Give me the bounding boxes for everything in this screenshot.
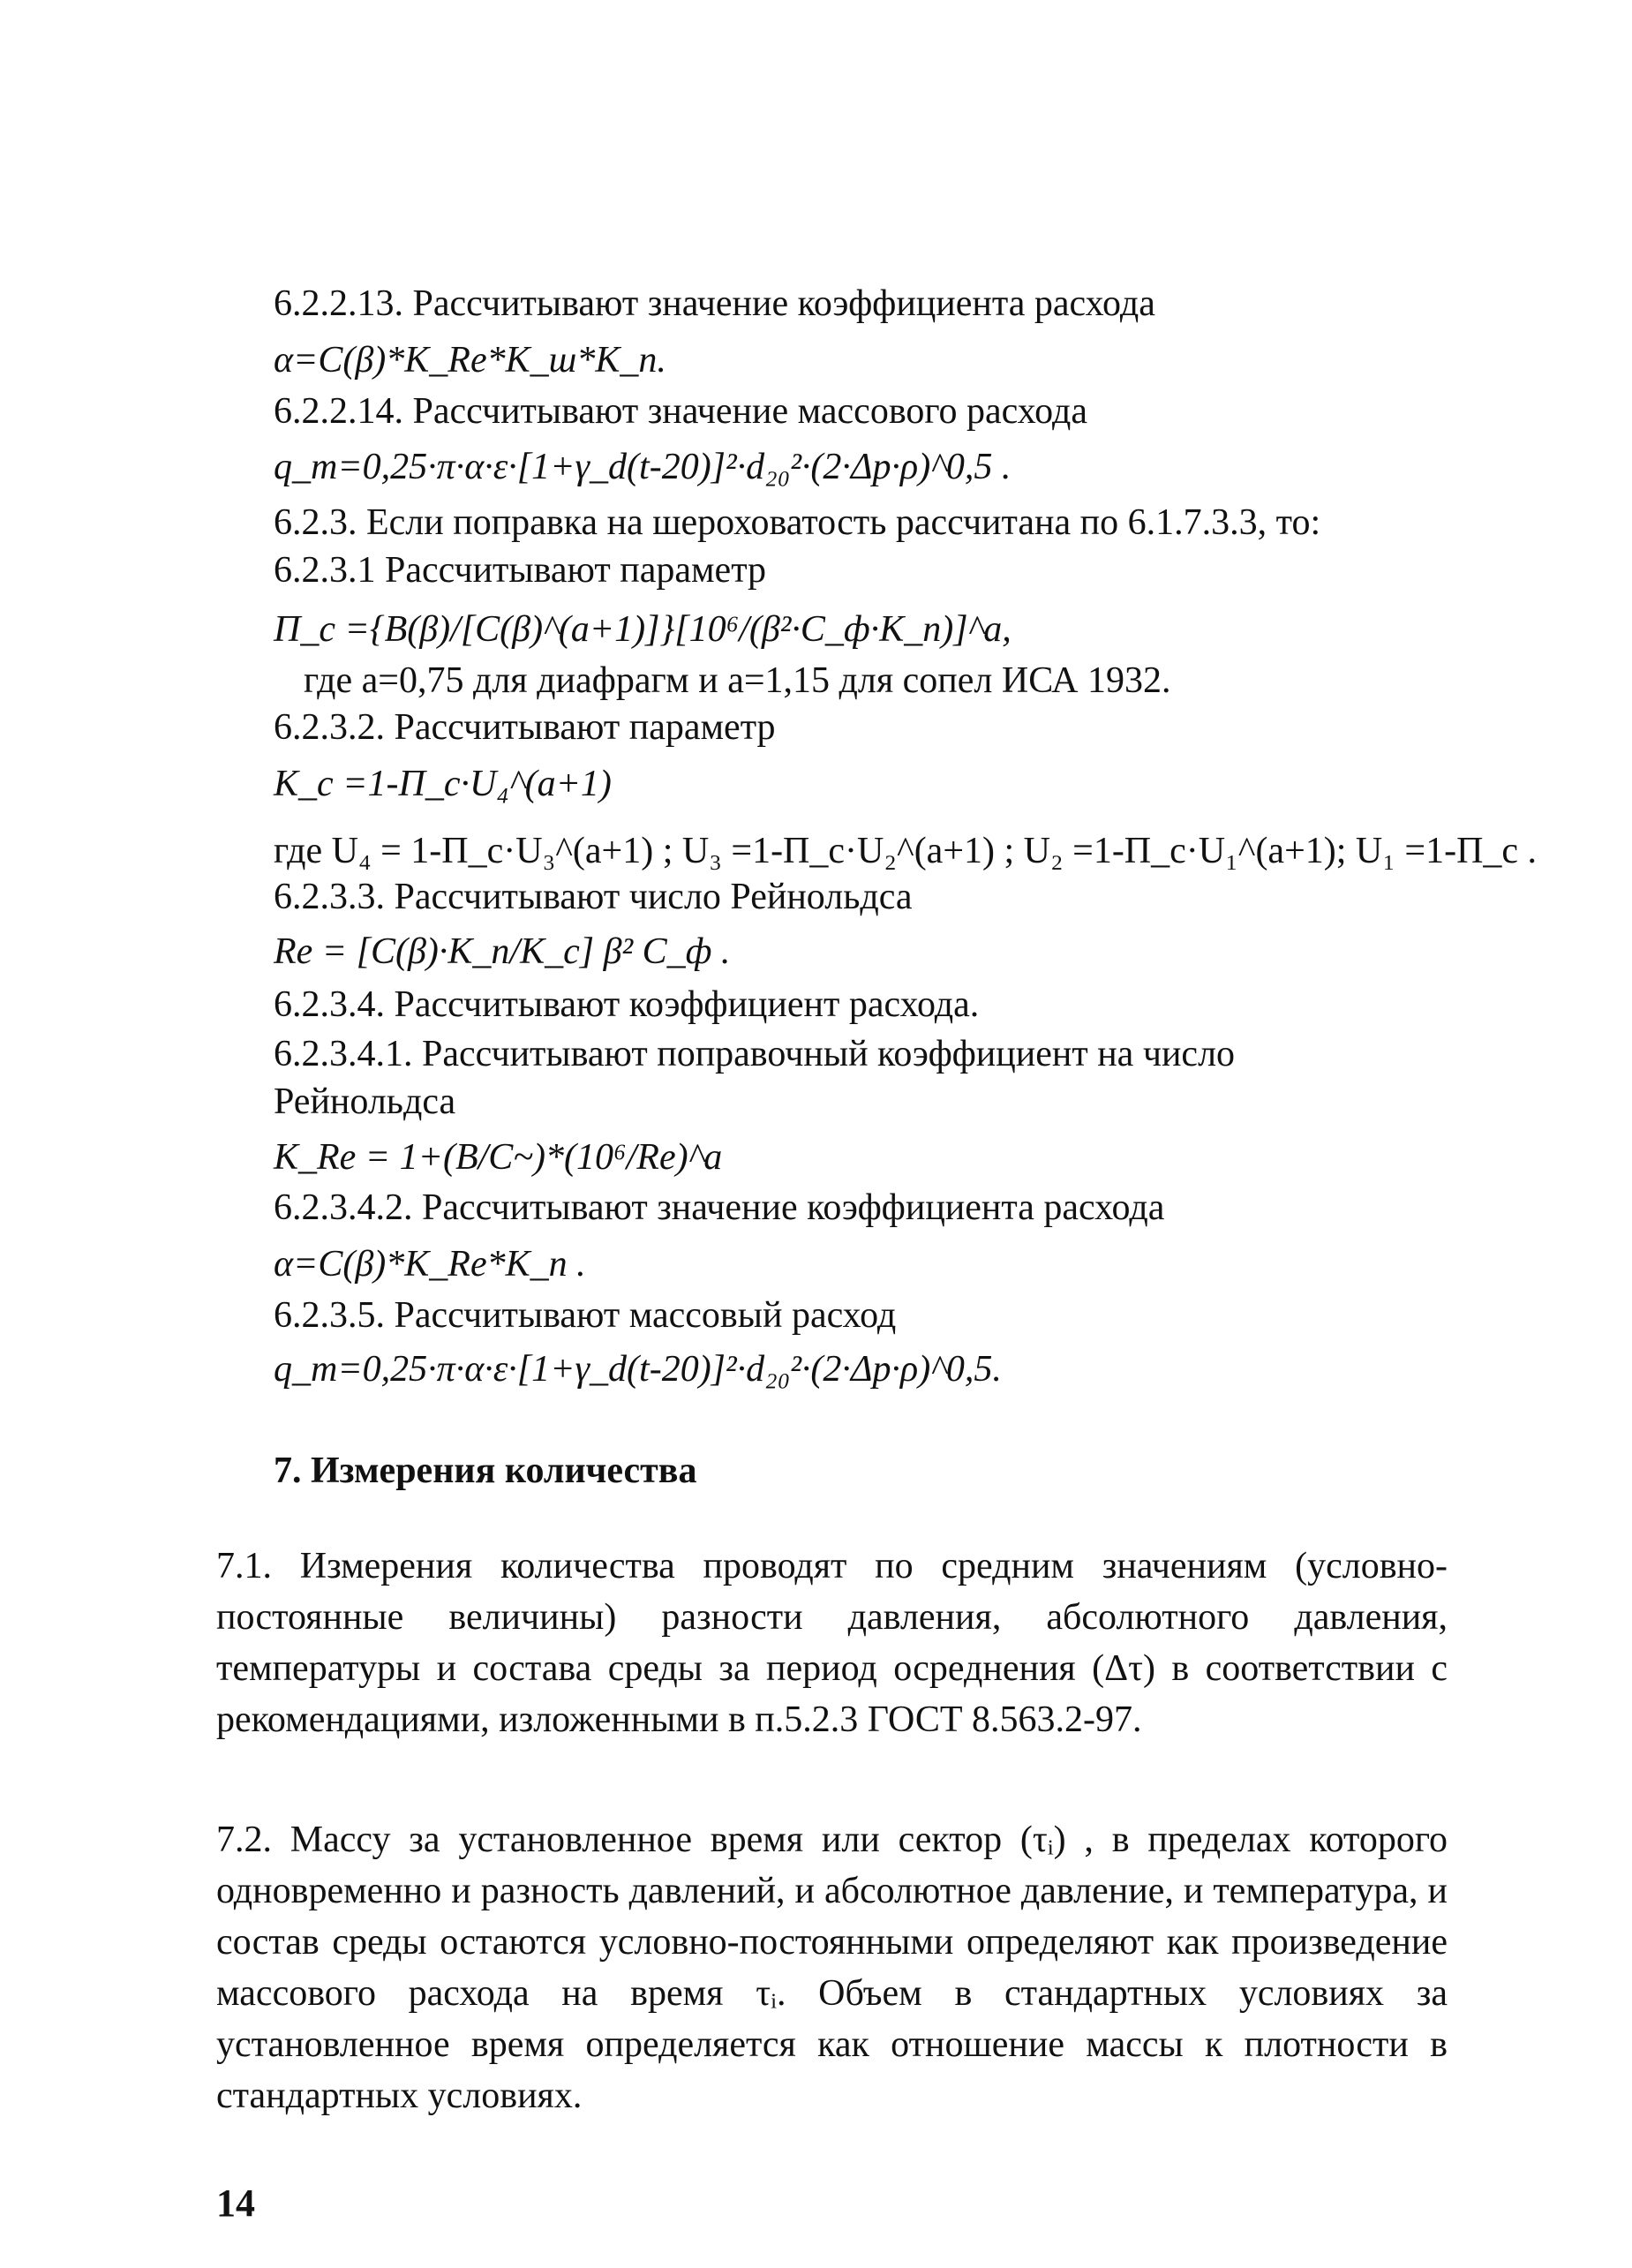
text-line: 6.2.3.1 Рассчитывают параметр	[274, 550, 767, 591]
formula-line: K_c =1-П_c·U₄^(a+1)	[274, 764, 612, 804]
formula-line: α=C(β)*K_Re*K_ш*K_n.	[274, 340, 666, 381]
text-line: 6.2.3.5. Рассчитывают массовый расход	[274, 1295, 897, 1336]
formula-line: П_c ={B(β)/[C(β)^(a+1)]}[10⁶/(β²·C_ф·K_n)]^a,	[274, 609, 1012, 650]
section-heading: 7. Измерения количества	[274, 1450, 697, 1491]
text-line: где a=0,75 для диафрагм и a=1,15 для сопел ИСА 1932.	[304, 660, 1171, 701]
text-line: 6.2.2.13. Рассчитывают значение коэффициента расхода	[274, 283, 1155, 324]
formula-line: q_m=0,25·π·α·ε·[1+γ_d(t-20)]²·d₂₀²·(2·Δp·ρ)^0,5.	[274, 1349, 1002, 1390]
text-line: Рейнольдса	[274, 1081, 456, 1122]
formula-line: α=C(β)*K_Re*K_n .	[274, 1244, 586, 1285]
paragraph-text: 7.1. Измерения количества проводят по средним значениям (условно-постоянные величины) разности давления, абсолютного давления, температуры и состава среды за период осреднения (Δτ) в соответствии с рекомендациями, изложенными в п.5.2.3 ГОСТ 8.563.2-97.	[216, 1546, 1448, 1740]
formula-line: q_m=0,25·π·α·ε·[1+γ_d(t-20)]²·d₂₀²·(2·Δp·ρ)^0,5 .	[274, 447, 1012, 487]
text-line: 6.2.3.2. Рассчитывают параметр	[274, 707, 776, 748]
page-number: 14	[216, 2181, 255, 2225]
formula-line: Re = [C(β)·K_n/K_c] β² C_ф .	[274, 931, 731, 972]
text-line: 6.2.3.4. Рассчитывают коэффициент расхода.	[274, 984, 980, 1025]
text-line: 6.2.3.4.2. Рассчитывают значение коэффициента расхода	[274, 1187, 1165, 1228]
text-line: 6.2.3.3. Рассчитывают число Рейнольдса	[274, 877, 913, 917]
paragraph-7-2	[216, 1814, 1448, 2121]
paragraph-7-1	[216, 1541, 1448, 1745]
text-line: 6.2.3.4.1. Рассчитывают поправочный коэффициент на число	[274, 1034, 1236, 1074]
text-line: 6.2.2.14. Рассчитывают значение массового расхода	[274, 391, 1087, 432]
text-line: 6.2.3. Если поправка на шероховатость рассчитана по 6.1.7.3.3, то:	[274, 502, 1321, 543]
formula-line: K_Re = 1+(B/C~)*(10⁶/Re)^a	[274, 1137, 723, 1178]
paragraph-text: 7.2. Массу за установленное время или сектор (τᵢ) , в пределах которого одновременно и разность давлений, и абсолютное давление, и температура, и состав среды остаются условно-постоянными определяют как произведение массового расхода на время τᵢ. Объем в стандартных условиях за установленное время определяется как отношение массы к плотности в стандартных условиях.	[216, 1820, 1448, 2116]
formula-line: где U₄ = 1-П_c·U₃^(a+1) ; U₃ =1-П_c·U₂^(a+1) ; U₂ =1-П_c·U₁^(a+1); U₁ =1-П_c .	[274, 831, 1538, 871]
